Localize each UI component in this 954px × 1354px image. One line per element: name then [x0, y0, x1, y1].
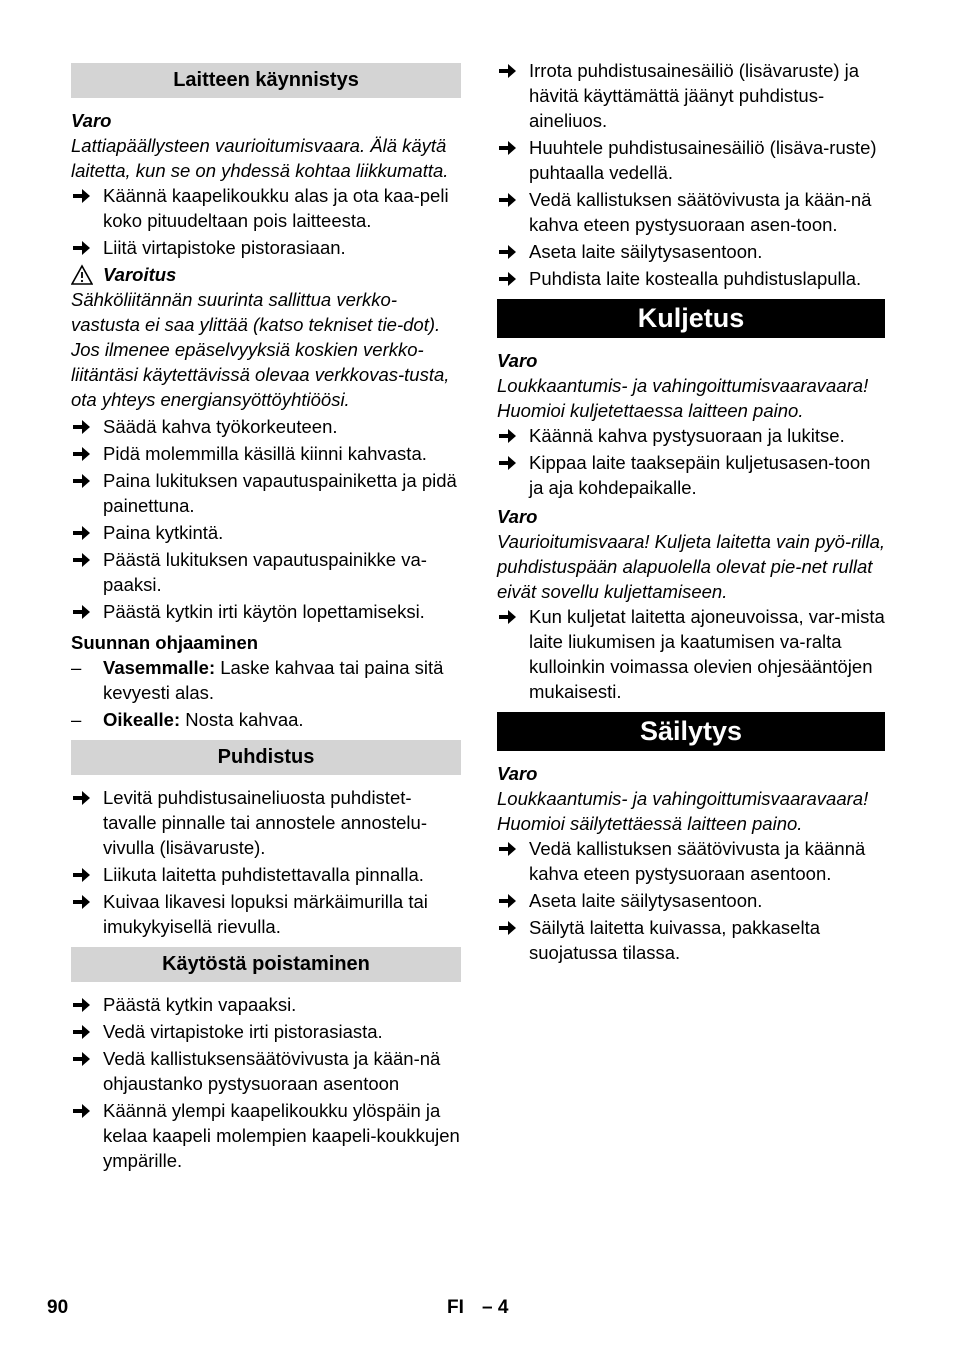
list-item	[71, 468, 461, 518]
dash-item-bold: Vasemmalle:	[103, 657, 216, 678]
step-list	[71, 785, 461, 939]
caution-text: Loukkaantumis- ja vahingoittumisvaaravaara! Huomioi säilytettäessä laitteen paino.	[497, 788, 869, 834]
list-item	[71, 520, 461, 545]
caution-label: Varo	[71, 110, 112, 131]
list-item	[71, 441, 461, 466]
list-item	[71, 785, 461, 860]
list-item-text: Päästä lukituksen vapautuspainikke va-paaksi.	[103, 549, 427, 595]
arrow-right-icon	[73, 867, 91, 883]
section-heading-startup: Laitteen käynnistys	[71, 63, 461, 98]
list-item	[71, 183, 461, 233]
list-item-text: Liitä virtapistoke pistorasiaan.	[103, 237, 346, 258]
list-item	[71, 1098, 461, 1173]
list-item-text: Aseta laite säilytysasentoon.	[529, 890, 763, 911]
list-item-text: Vedä kallistuksensäätövivusta ja kään-nä ohjaustanko pystysuoraan asentoon	[103, 1048, 441, 1094]
dash-marker: –	[71, 657, 82, 678]
list-item	[71, 414, 461, 439]
left-column	[71, 63, 461, 1175]
list-item-text: Vedä kallistuksen säätövivusta ja käännä kahva eteen pystysuoraan asentoon.	[529, 838, 866, 884]
list-item	[71, 547, 461, 597]
list-item-text: Levitä puhdistusaineliuosta puhdistet-tavalle pinnalle tai annostele annostelu-vivulla (lisävaruste).	[103, 787, 427, 858]
section-heading-shutdown: Käytöstä poistaminen	[71, 947, 461, 982]
list-item-text: Puhdista laite kostealla puhdistuslapulla.	[529, 268, 862, 289]
list-item-text: Aseta laite säilytysasentoon.	[529, 241, 763, 262]
list-item	[71, 992, 461, 1017]
list-item-text: Päästä kytkin irti käytön lopettamiseksi.	[103, 601, 425, 622]
arrow-right-icon	[73, 604, 91, 620]
step-list	[71, 992, 461, 1173]
subheading-steering: Suunnan ohjaaminen	[71, 632, 259, 653]
list-item-text: Käännä kahva pystysuoraan ja lukitse.	[529, 425, 845, 446]
list-item	[71, 599, 461, 624]
arrow-right-icon	[73, 1051, 91, 1067]
dash-item-bold: Oikealle:	[103, 709, 181, 730]
dash-item-text: Nosta kahvaa.	[180, 709, 304, 730]
right-column	[497, 58, 885, 967]
list-item	[71, 889, 461, 939]
warning-label-text: Varoitus	[103, 264, 177, 285]
warning-label	[71, 262, 461, 287]
arrow-right-icon	[73, 525, 91, 541]
caution-text: Lattiapäällysteen vaurioitumisvaara. Älä käytä laitetta, kun se on yhdessä kohtaa liikkumatta.	[71, 135, 449, 181]
arrow-right-icon	[73, 997, 91, 1013]
list-item	[71, 1046, 461, 1096]
list-item	[497, 888, 885, 913]
caution-label: Varo	[497, 350, 538, 371]
step-list	[497, 423, 885, 500]
warning-text: Sähköliitännän suurinta sallittua verkko-vastusta ei saa ylittää (katso tekniset tie-dot).	[71, 289, 441, 335]
page-number: 90	[47, 1297, 69, 1318]
arrow-right-icon	[73, 446, 91, 462]
list-item-text: Huuhtele puhdistusainesäiliö (lisäva-ruste) puhtaalla vedellä.	[529, 137, 877, 183]
dash-list	[71, 655, 461, 732]
list-item-text: Pidä molemmilla käsillä kiinni kahvasta.	[103, 443, 427, 464]
dash-item	[71, 707, 461, 732]
arrow-right-icon	[73, 790, 91, 806]
arrow-right-icon	[73, 188, 91, 204]
warning-text: Jos ilmenee epäselvyyksiä koskien verkko-liitäntäsi käytettävissä olevaa verkkovas-tusta, ota yhteys energiansyöttöyhtiöösi.	[71, 339, 450, 410]
dash-marker: –	[71, 709, 82, 730]
list-item	[497, 423, 885, 448]
list-item-text: Kun kuljetat laitetta ajoneuvoissa, var-mista laite liukumisen ja kaatumisen va-ralta kulloinkin voimassa olevien ohjesääntöjen mukaisesti.	[529, 606, 885, 702]
list-item-text: Liikuta laitetta puhdistettavalla pinnalla.	[103, 864, 424, 885]
caution-text: Loukkaantumis- ja vahingoittumisvaaravaara! Huomioi kuljetettaessa laitteen paino.	[497, 375, 869, 421]
sub-page-number: – 4	[482, 1297, 509, 1318]
list-item	[71, 862, 461, 887]
step-list	[497, 604, 885, 704]
arrow-right-icon	[499, 455, 517, 471]
arrow-right-icon	[73, 1024, 91, 1040]
list-item-text: Kuivaa likavesi lopuksi märkäimurilla tai imukykyisellä rievulla.	[103, 891, 428, 937]
list-item-text: Irrota puhdistusainesäiliö (lisävaruste) ja hävitä käyttämättä jäänyt puhdistus-aineliuos.	[529, 60, 860, 131]
language-code: FI	[447, 1297, 464, 1318]
list-item-text: Käännä ylempi kaapelikoukku ylöspäin ja kelaa kaapeli molempien kaapeli-koukkujen ympärille.	[103, 1100, 460, 1171]
arrow-right-icon	[499, 192, 517, 208]
section-heading-storage: Säilytys	[497, 712, 885, 751]
arrow-right-icon	[73, 240, 91, 256]
arrow-right-icon	[499, 428, 517, 444]
arrow-right-icon	[73, 419, 91, 435]
arrow-right-icon	[73, 473, 91, 489]
list-item	[497, 604, 885, 704]
arrow-right-icon	[499, 244, 517, 260]
list-item	[71, 1019, 461, 1044]
arrow-right-icon	[499, 893, 517, 909]
list-item	[497, 266, 885, 291]
list-item-text: Säilytä laitetta kuivassa, pakkaselta suojatussa tilassa.	[529, 917, 821, 963]
list-item-text: Käännä kaapelikoukku alas ja ota kaa-peli koko pituudeltaan pois laitteesta.	[103, 185, 449, 231]
section-heading-transport: Kuljetus	[497, 299, 885, 338]
list-item-text: Vedä kallistuksen säätövivusta ja kään-nä kahva eteen pystysuoraan asen-toon.	[529, 189, 872, 235]
list-item-text: Paina lukituksen vapautuspainiketta ja pidä painettuna.	[103, 470, 457, 516]
arrow-right-icon	[73, 1103, 91, 1119]
step-list	[71, 183, 461, 260]
arrow-right-icon	[73, 552, 91, 568]
list-item	[497, 135, 885, 185]
list-item	[497, 239, 885, 264]
warning-triangle-icon	[71, 264, 93, 286]
section-heading-cleaning: Puhdistus	[71, 740, 461, 775]
arrow-right-icon	[73, 894, 91, 910]
list-item-text: Kippaa laite taaksepäin kuljetusasen-toon ja aja kohdepaikalle.	[529, 452, 871, 498]
dash-item	[71, 655, 461, 705]
list-item	[497, 915, 885, 965]
list-item-text: Säädä kahva työkorkeuteen.	[103, 416, 338, 437]
list-item	[71, 235, 461, 260]
list-item	[497, 450, 885, 500]
list-item-text: Päästä kytkin vapaaksi.	[103, 994, 297, 1015]
caution-label: Varo	[497, 506, 538, 527]
list-item-text: Vedä virtapistoke irti pistorasiasta.	[103, 1021, 383, 1042]
arrow-right-icon	[499, 841, 517, 857]
step-list	[71, 414, 461, 624]
caution-label: Varo	[497, 763, 538, 784]
list-item	[497, 187, 885, 237]
arrow-right-icon	[499, 140, 517, 156]
list-item	[497, 58, 885, 133]
dash-item-text: Laske kahvaa tai paina sitä kevyesti alas.	[103, 657, 449, 703]
list-item	[497, 836, 885, 886]
step-list	[497, 836, 885, 965]
caution-text: Vaurioitumisvaara! Kuljeta laitetta vain pyö-rilla, puhdistuspään alapuolella olevat pie-net rullat eivät sovellu kuljettamiseen.	[497, 531, 885, 602]
arrow-right-icon	[499, 920, 517, 936]
step-list	[497, 58, 885, 291]
arrow-right-icon	[499, 271, 517, 287]
arrow-right-icon	[499, 609, 517, 625]
arrow-right-icon	[499, 63, 517, 79]
list-item-text: Paina kytkintä.	[103, 522, 224, 543]
